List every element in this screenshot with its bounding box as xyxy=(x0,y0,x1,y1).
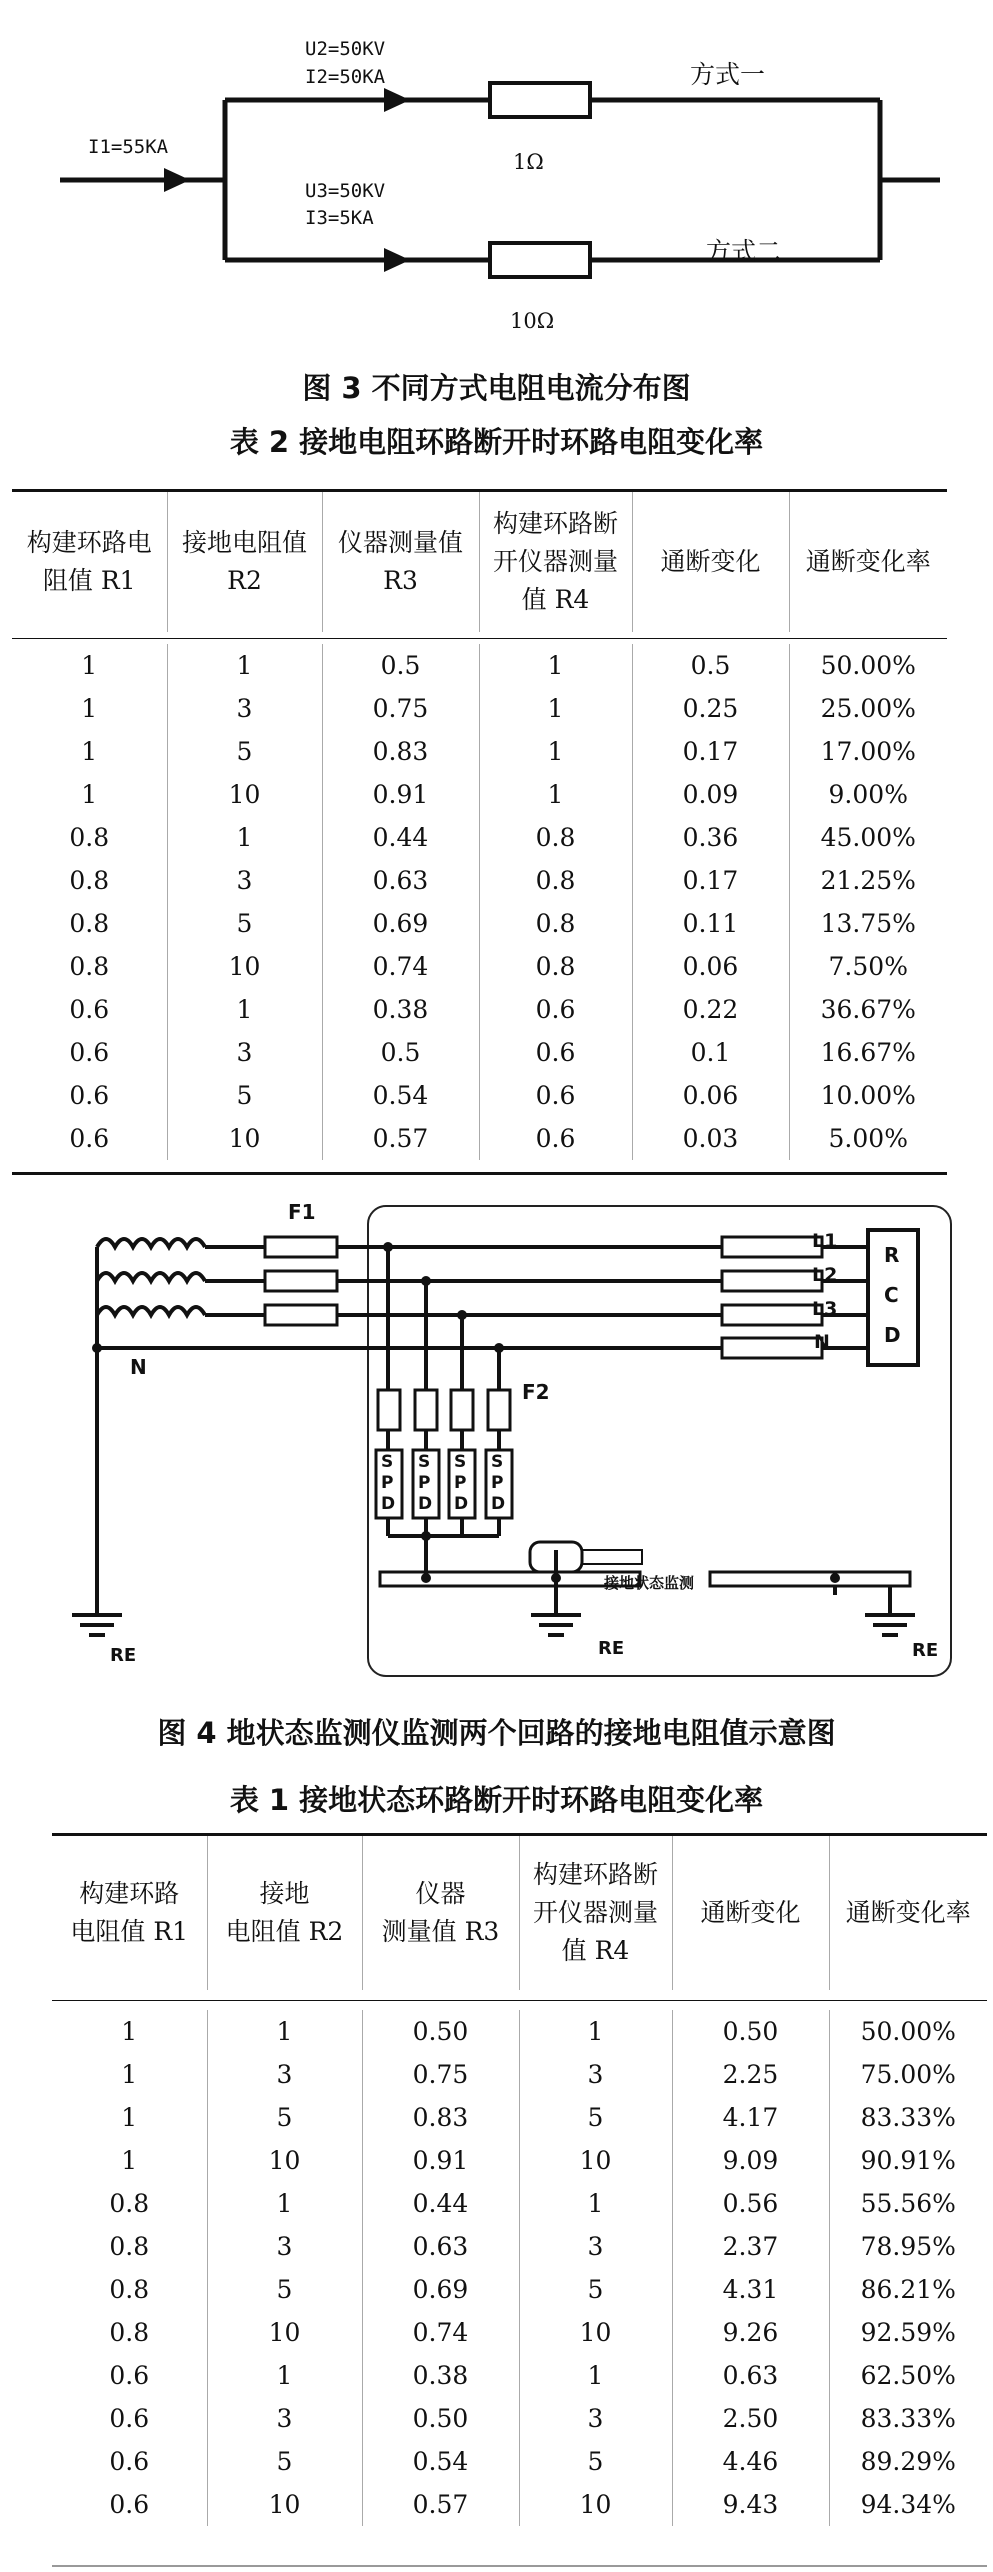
table-cell: 0.6 xyxy=(109,2404,150,2433)
i1-label: I1=55KA xyxy=(88,136,169,158)
table-cell: 0.8 xyxy=(69,909,110,938)
table-cell: 3 xyxy=(519,2225,672,2268)
table-cell: 0.6 xyxy=(479,988,632,1031)
table-cell: 10 xyxy=(167,773,322,816)
table-cell: 0.54 xyxy=(362,2440,519,2483)
table-cell: 10 xyxy=(519,2483,672,2526)
branch1-current: I2=50KA xyxy=(305,66,386,88)
branch2-voltage: U3=50KV xyxy=(305,180,386,202)
table-row xyxy=(52,2268,987,2311)
table-cell: 0.8 xyxy=(69,823,110,852)
table-cell: 0.57 xyxy=(362,2483,519,2526)
table-cell: 89.29% xyxy=(829,2440,987,2483)
table-cell: 7.50% xyxy=(789,945,947,988)
table-2-header-row xyxy=(12,492,947,638)
table-cell: 1 xyxy=(167,816,322,859)
table-cell: 5 xyxy=(519,2096,672,2139)
table-cell: 78.95% xyxy=(829,2225,987,2268)
table-row xyxy=(52,2354,987,2397)
branch2-current: I3=5KA xyxy=(305,207,374,229)
table-cell: 10.00% xyxy=(789,1074,947,1117)
spd-letter: P xyxy=(418,1473,431,1493)
table-cell: 0.50 xyxy=(362,2397,519,2440)
monitor-label: 接地状态监测 xyxy=(604,1574,695,1592)
table-cell: 0.8 xyxy=(109,2275,150,2304)
branch1-name: 方式一 xyxy=(690,60,766,89)
table-cell: 2.25 xyxy=(672,2053,829,2096)
table-cell: 10 xyxy=(167,1117,322,1160)
table-cell: 0.69 xyxy=(322,902,479,945)
table-row xyxy=(52,2483,987,2526)
table-cell: 0.6 xyxy=(69,1124,110,1153)
table-cell: 0.8 xyxy=(109,2189,150,2218)
table-cell: 0.8 xyxy=(69,866,110,895)
re-right-label: RE xyxy=(912,1640,939,1661)
table-cell: 45.00% xyxy=(789,816,947,859)
table-cell: 0.6 xyxy=(479,1117,632,1160)
table-2-caption: 表 2 接地电阻环路断开时环路电阻变化率 xyxy=(229,425,764,459)
spd-letter: D xyxy=(381,1494,396,1514)
figure-3-circuit xyxy=(0,0,993,360)
table-cell: 5 xyxy=(207,2096,362,2139)
table-cell: 0.83 xyxy=(322,730,479,773)
table-cell: 0.6 xyxy=(479,1031,632,1074)
table-cell: 5 xyxy=(167,902,322,945)
table-cell: 1 xyxy=(207,2182,362,2225)
column-header: 仪器 测量值 R3 xyxy=(362,1836,519,2000)
table-1-header-row xyxy=(52,1836,987,2000)
table-cell: 4.46 xyxy=(672,2440,829,2483)
spd-letter: P xyxy=(491,1473,504,1493)
column-header: 通断变化率 xyxy=(789,492,947,638)
spd-letter: P xyxy=(454,1473,467,1493)
column-header: 通断变化 xyxy=(632,492,789,638)
table-cell: 0.5 xyxy=(632,638,789,687)
table-cell: 83.33% xyxy=(829,2397,987,2440)
table-cell: 0.25 xyxy=(632,687,789,730)
rcd-label-c: C xyxy=(884,1283,899,1307)
table-cell: 83.33% xyxy=(829,2096,987,2139)
spd-letter: S xyxy=(491,1452,504,1472)
column-header: 仪器测量值 R3 xyxy=(322,492,479,638)
table-cell: 0.83 xyxy=(362,2096,519,2139)
table-row xyxy=(12,1117,947,1160)
column-header: 构建环路断 开仪器测量 值 R4 xyxy=(519,1836,672,2000)
table-row xyxy=(52,2000,987,2053)
table-cell: 1 xyxy=(207,2354,362,2397)
table-cell: 0.44 xyxy=(362,2182,519,2225)
table-cell: 0.8 xyxy=(109,2232,150,2261)
table-cell: 0.6 xyxy=(69,1038,110,1067)
table-cell: 0.56 xyxy=(672,2182,829,2225)
table-cell: 90.91% xyxy=(829,2139,987,2182)
table-cell: 0.44 xyxy=(322,816,479,859)
table-cell: 0.38 xyxy=(322,988,479,1031)
table-2 xyxy=(12,492,947,1160)
table-row xyxy=(12,988,947,1031)
table-cell: 5 xyxy=(167,730,322,773)
table-cell: 1 xyxy=(479,638,632,687)
n-left-label: N xyxy=(130,1355,147,1379)
table-cell: 9.26 xyxy=(672,2311,829,2354)
column-header: 构建环路电 阻值 R1 xyxy=(26,528,152,595)
spd-letter: D xyxy=(418,1494,433,1514)
table-cell: 0.63 xyxy=(322,859,479,902)
table-cell: 0.63 xyxy=(672,2354,829,2397)
table-row xyxy=(52,2225,987,2268)
table-1-caption: 表 1 接地状态环路断开时环路电阻变化率 xyxy=(229,1783,764,1817)
table-cell: 5 xyxy=(519,2440,672,2483)
table-cell: 0.8 xyxy=(479,945,632,988)
table-cell: 94.34% xyxy=(829,2483,987,2526)
table-cell: 86.21% xyxy=(829,2268,987,2311)
table-cell: 1 xyxy=(167,638,322,687)
table-1-bottom-rule xyxy=(52,2565,987,2567)
table-cell: 5 xyxy=(519,2268,672,2311)
table-cell: 0.8 xyxy=(69,952,110,981)
table-cell: 1 xyxy=(121,2146,138,2175)
table-cell: 0.6 xyxy=(69,995,110,1024)
table-cell: 1 xyxy=(81,694,98,723)
table-cell: 1 xyxy=(167,988,322,1031)
l1-label: L1 xyxy=(812,1230,838,1252)
table-cell: 0.03 xyxy=(632,1117,789,1160)
column-header: 接地 电阻值 R2 xyxy=(207,1836,362,2000)
table-row xyxy=(52,2139,987,2182)
table-cell: 10 xyxy=(207,2483,362,2526)
table-cell: 0.36 xyxy=(632,816,789,859)
figure-3-caption: 图 3 不同方式电阻电流分布图 xyxy=(302,371,691,405)
re-mid-label: RE xyxy=(598,1638,625,1659)
table-cell: 1 xyxy=(81,737,98,766)
table-cell: 0.06 xyxy=(632,945,789,988)
rcd-label-r: R xyxy=(884,1243,900,1267)
table-cell: 9.09 xyxy=(672,2139,829,2182)
table-cell: 2.37 xyxy=(672,2225,829,2268)
table-cell: 1 xyxy=(479,773,632,816)
table-cell: 1 xyxy=(519,2182,672,2225)
table-row xyxy=(12,1031,947,1074)
branch1-voltage: U2=50KV xyxy=(305,38,386,60)
table-cell: 0.91 xyxy=(362,2139,519,2182)
spd-letter: P xyxy=(381,1473,394,1493)
table-cell: 2.50 xyxy=(672,2397,829,2440)
table-cell: 5 xyxy=(207,2268,362,2311)
table-cell: 1 xyxy=(81,780,98,809)
table-cell: 0.63 xyxy=(362,2225,519,2268)
spd-letter: S xyxy=(418,1452,431,1472)
rcd-label-d: D xyxy=(884,1323,901,1347)
table-cell: 1 xyxy=(479,687,632,730)
f2-label: F2 xyxy=(522,1380,550,1404)
l3-label: L3 xyxy=(812,1298,838,1320)
table-row xyxy=(12,638,947,687)
table-cell: 0.8 xyxy=(479,816,632,859)
re-left-label: RE xyxy=(110,1645,137,1666)
table-cell: 0.22 xyxy=(632,988,789,1031)
l2-label: L2 xyxy=(812,1264,838,1286)
table-cell: 5.00% xyxy=(789,1117,947,1160)
table-cell: 4.17 xyxy=(672,2096,829,2139)
table-row xyxy=(12,945,947,988)
table-row xyxy=(12,730,947,773)
table-cell: 0.6 xyxy=(69,1081,110,1110)
table-cell: 3 xyxy=(207,2053,362,2096)
table-cell: 1 xyxy=(81,651,98,680)
table-cell: 9.00% xyxy=(789,773,947,816)
table-cell: 0.50 xyxy=(362,2000,519,2053)
table-row xyxy=(52,2311,987,2354)
table-cell: 10 xyxy=(207,2139,362,2182)
table-cell: 50.00% xyxy=(829,2000,987,2053)
table-cell: 75.00% xyxy=(829,2053,987,2096)
table-cell: 10 xyxy=(207,2311,362,2354)
table-cell: 0.8 xyxy=(109,2318,150,2347)
table-cell: 0.1 xyxy=(632,1031,789,1074)
table-cell: 3 xyxy=(167,687,322,730)
table-cell: 1 xyxy=(207,2000,362,2053)
spd-letter: S xyxy=(454,1452,467,1472)
table-cell: 3 xyxy=(519,2053,672,2096)
branch2-name: 方式二 xyxy=(706,237,782,266)
table-cell: 0.75 xyxy=(362,2053,519,2096)
table-cell: 0.5 xyxy=(322,1031,479,1074)
table-cell: 0.06 xyxy=(632,1074,789,1117)
spd-letter: D xyxy=(454,1494,469,1514)
table-cell: 1 xyxy=(121,2103,138,2132)
table-cell: 3 xyxy=(207,2397,362,2440)
table-row xyxy=(12,1074,947,1117)
table-cell: 13.75% xyxy=(789,902,947,945)
column-header: 通断变化率 xyxy=(829,1836,987,2000)
table-cell: 0.6 xyxy=(479,1074,632,1117)
table-cell: 1 xyxy=(121,2017,138,2046)
table-cell: 10 xyxy=(167,945,322,988)
table-row xyxy=(52,2096,987,2139)
table-cell: 4.31 xyxy=(672,2268,829,2311)
figure-4-circuit xyxy=(0,1190,993,1690)
column-header: 接地电阻值 R2 xyxy=(167,492,322,638)
table-2-bottom-rule xyxy=(12,1172,947,1175)
table-cell: 0.50 xyxy=(672,2000,829,2053)
table-cell: 0.54 xyxy=(322,1074,479,1117)
table-cell: 0.17 xyxy=(632,859,789,902)
table-row xyxy=(12,816,947,859)
table-row xyxy=(12,859,947,902)
table-row xyxy=(52,2440,987,2483)
f1-label: F1 xyxy=(288,1200,316,1224)
table-cell: 1 xyxy=(479,730,632,773)
table-row xyxy=(52,2397,987,2440)
table-cell: 0.74 xyxy=(362,2311,519,2354)
table-row xyxy=(12,902,947,945)
column-header: 构建环路 电阻值 R1 xyxy=(70,1879,189,1946)
table-row xyxy=(12,773,947,816)
table-cell: 5 xyxy=(207,2440,362,2483)
table-cell: 3 xyxy=(167,1031,322,1074)
table-cell: 3 xyxy=(519,2397,672,2440)
table-row xyxy=(12,687,947,730)
table-cell: 3 xyxy=(167,859,322,902)
table-cell: 5 xyxy=(167,1074,322,1117)
table-cell: 0.6 xyxy=(109,2490,150,2519)
table-cell: 0.11 xyxy=(632,902,789,945)
table-1 xyxy=(52,1836,987,2526)
table-cell: 36.67% xyxy=(789,988,947,1031)
spd-letter: D xyxy=(491,1494,506,1514)
column-header: 通断变化 xyxy=(672,1836,829,2000)
branch1-resistance: 1Ω xyxy=(513,150,544,174)
table-cell: 0.6 xyxy=(109,2361,150,2390)
table-cell: 25.00% xyxy=(789,687,947,730)
table-cell: 21.25% xyxy=(789,859,947,902)
spd-letter: S xyxy=(381,1452,394,1472)
table-cell: 0.69 xyxy=(362,2268,519,2311)
table-cell: 1 xyxy=(121,2060,138,2089)
table-cell: 92.59% xyxy=(829,2311,987,2354)
table-cell: 62.50% xyxy=(829,2354,987,2397)
table-cell: 0.6 xyxy=(109,2447,150,2476)
table-cell: 0.5 xyxy=(322,638,479,687)
table-cell: 55.56% xyxy=(829,2182,987,2225)
table-cell: 0.57 xyxy=(322,1117,479,1160)
table-row xyxy=(52,2182,987,2225)
table-cell: 3 xyxy=(207,2225,362,2268)
table-cell: 1 xyxy=(519,2000,672,2053)
table-cell: 0.75 xyxy=(322,687,479,730)
table-cell: 0.91 xyxy=(322,773,479,816)
table-cell: 0.8 xyxy=(479,902,632,945)
table-cell: 0.8 xyxy=(479,859,632,902)
table-cell: 0.17 xyxy=(632,730,789,773)
table-cell: 0.74 xyxy=(322,945,479,988)
figure-4-caption: 图 4 地状态监测仪监测两个回路的接地电阻值示意图 xyxy=(157,1716,836,1750)
table-cell: 17.00% xyxy=(789,730,947,773)
table-cell: 10 xyxy=(519,2139,672,2182)
column-header: 构建环路断 开仪器测量 值 R4 xyxy=(479,492,632,638)
table-row xyxy=(52,2053,987,2096)
branch2-resistance: 10Ω xyxy=(510,309,555,333)
table-cell: 10 xyxy=(519,2311,672,2354)
table-cell: 1 xyxy=(519,2354,672,2397)
table-cell: 0.38 xyxy=(362,2354,519,2397)
table-cell: 9.43 xyxy=(672,2483,829,2526)
n-right-label: N xyxy=(814,1331,830,1353)
table-cell: 50.00% xyxy=(789,638,947,687)
table-cell: 16.67% xyxy=(789,1031,947,1074)
table-cell: 0.09 xyxy=(632,773,789,816)
